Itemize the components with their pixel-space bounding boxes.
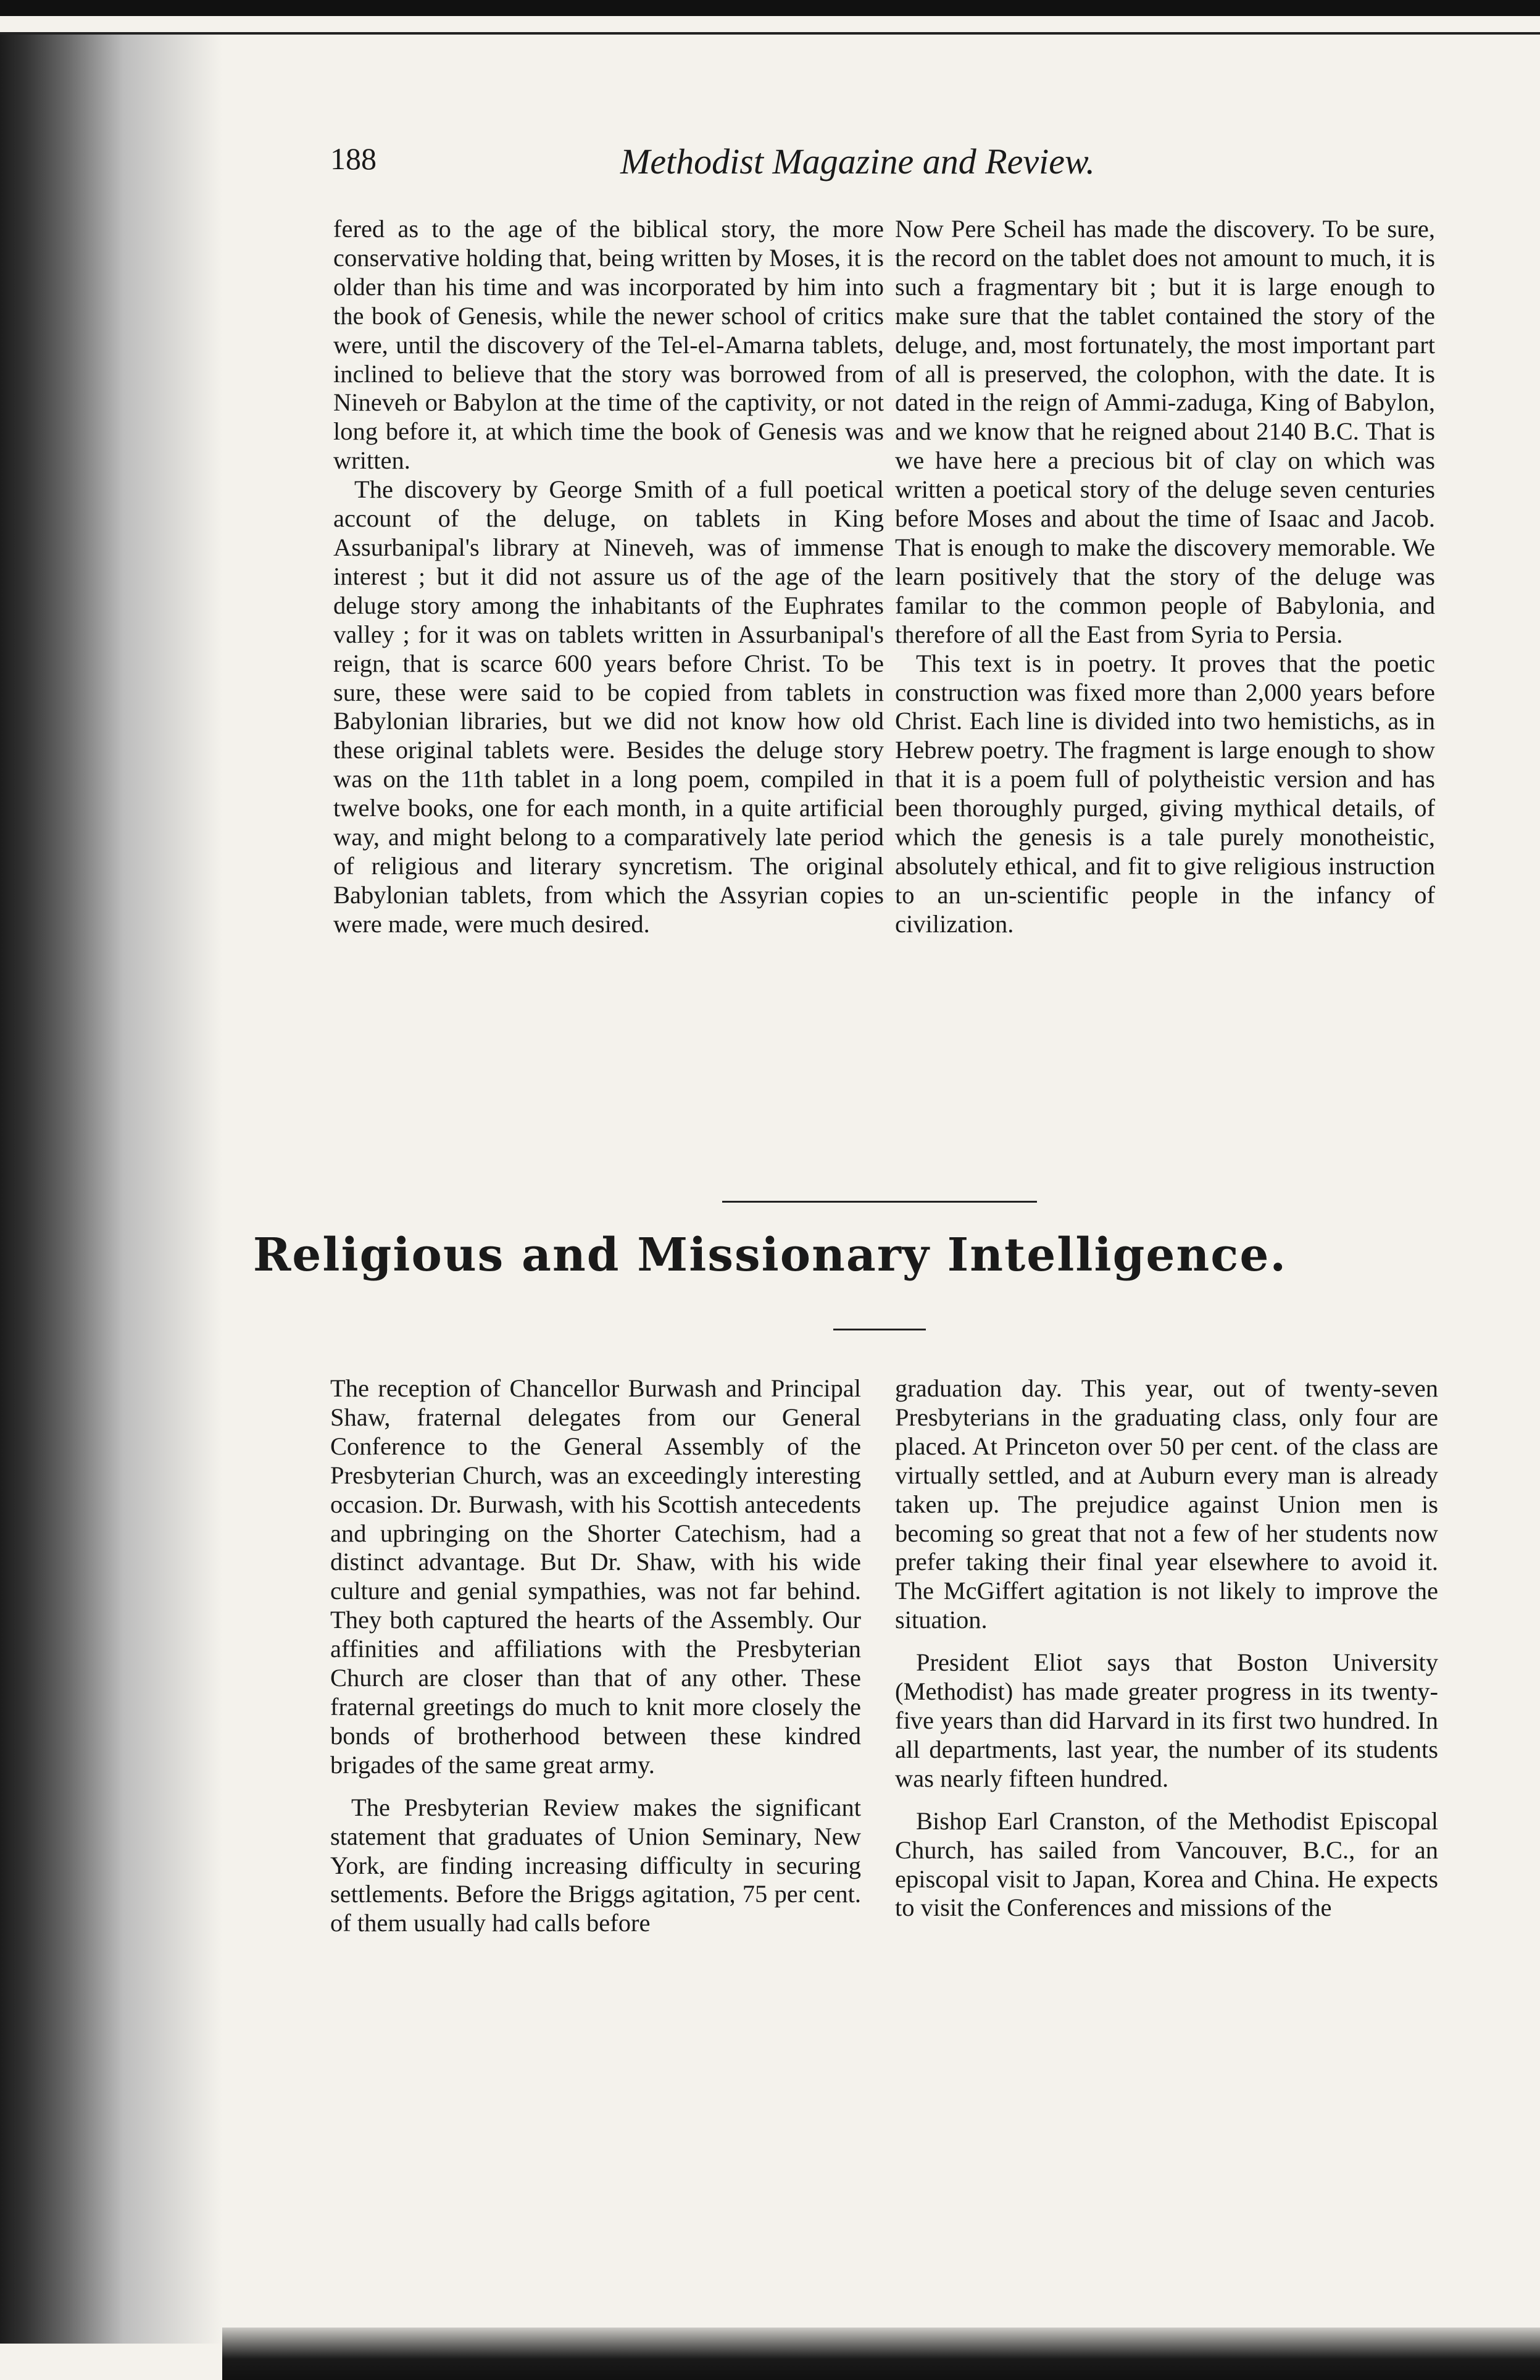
paragraph: The Presbyterian Review makes the significant statement that graduates of Union Seminary, New York, are finding increasing difficulty in securing settlements. Before the Briggs agitation, 75 per cent. of them usually had calls before (330, 1793, 861, 1937)
page-number: 188 (330, 141, 377, 176)
paragraph: Bishop Earl Cranston, of the Methodist Episcopal Church, has sailed from Vancouver, B.C., for an episcopal visit to Japan, Korea and China. He expects to visit the Conferences and missions of the (895, 1806, 1438, 1922)
binding-shadow (0, 35, 222, 2344)
column-top-right (895, 215, 1435, 1178)
paragraph: fered as to the age of the biblical story, the more conservative holding that, being written by Moses, it is older than his time and was incorporated by him into the book of Genesis, while the newer school of critics were, until the discovery of the Tel-el-Amarna tablets, inclined to believe that the story was borrowed from Nineveh or Babylon at the time of the captivity, or not long before it, at which time the book of Genesis was written. (333, 215, 884, 475)
section-divider-long (722, 1201, 1037, 1203)
section-title: Religious and Missionary Intelligence. (252, 1229, 1288, 1282)
paragraph: The discovery by George Smith of a full poetical account of the deluge, on tablets in King Assurbanipal's library at Nineveh, was of immense interest ; but it did not assure us of the age of the deluge story among the inhabitants of the Euphrates valley ; for it was on tablets written in Assurbanipal's reign, that is scarce 600 years before Christ. To be sure, these were said to be copied from tablets in Babylonian libraries, but we did not know how old these original tablets were. Besides the deluge story was on the 11th tablet in a long poem, compiled in twelve books, one for each month, in a quite artificial way, and might belong to a comparatively late period of religious and literary syncretism. The original Babylonian tablets, from which the Assyrian copies were made, were much desired. (333, 475, 884, 938)
paragraph: graduation day. This year, out of twenty-seven Presbyterians in the graduating class, only four are placed. At Princeton over 50 per cent. of the class are virtually settled, and at Auburn every man is already taken up. The prejudice against Union men is becoming so great that not a few of her students now prefer taking their final year elsewhere to avoid it. The McGiffert agitation is not likely to improve the situation. (895, 1374, 1438, 1634)
column-top-left (333, 215, 884, 1178)
paragraph: The reception of Chancellor Burwash and Principal Shaw, fraternal delegates from our General Conference to the General Assembly of the Presbyterian Church, was an exceedingly interesting occasion. Dr. Burwash, with his Scottish antecedents and upbringing on the Shorter Catechism, had a distinct advantage. But Dr. Shaw, with his wide culture and genial sympathies, was not far behind. They both captured the hearts of the Assembly. Our affinities and affiliations with the Presbyterian Church are closer than that of any other. These fraternal greetings do much to knit more closely the bonds of brotherhood between these kindred brigades of the same great army. (330, 1374, 861, 1779)
page-header (330, 141, 1441, 190)
paragraph: This text is in poetry. It proves that the poetic construction was fixed more than 2,000 years before Christ. Each line is divided into two hemistichs, as in Hebrew poetry. The fragment is large enough to show that it is a poem full of polytheistic version and has been thoroughly purged, giving mythical details, of which the genesis is a tale purely monotheistic, absolutely ethical, and fit to give religious instruction to an un-scientific people in the infancy of civilization. (895, 649, 1435, 938)
paragraph: Now Pere Scheil has made the discovery. To be sure, the record on the tablet does not amount to much, it is such a fragmentary bit ; but it is large enough to make sure that the tablet contained the story of the deluge, and, most fortunately, the most important part of all is preserved, the colophon, with the date. It is dated in the reign of Ammi-zaduga, King of Babylon, and we know that he reigned about 2140 B.C. That is we have here a precious bit of clay on which was written a poetical story of the deluge seven centuries before Moses and about the time of Isaac and Jacob. That is enough to make the discovery memorable. We learn positively that the story of the deluge was familar to the common people of Babylonia, and therefore of all the East from Syria to Persia. (895, 215, 1435, 648)
paragraph: President Eliot says that Boston University (Methodist) has made greater progress in its twenty-five years than did Harvard in its first two hundred. In all departments, last year, the number of its students was nearly fifteen hundred. (895, 1648, 1438, 1792)
top-scan-rule (0, 0, 1540, 16)
column-bottom-right (895, 1374, 1438, 2337)
top-thin-rule (0, 32, 1540, 35)
section-divider-short (833, 1329, 926, 1330)
running-title: Methodist Magazine and Review. (620, 141, 1095, 182)
column-bottom-left (330, 1374, 861, 2337)
